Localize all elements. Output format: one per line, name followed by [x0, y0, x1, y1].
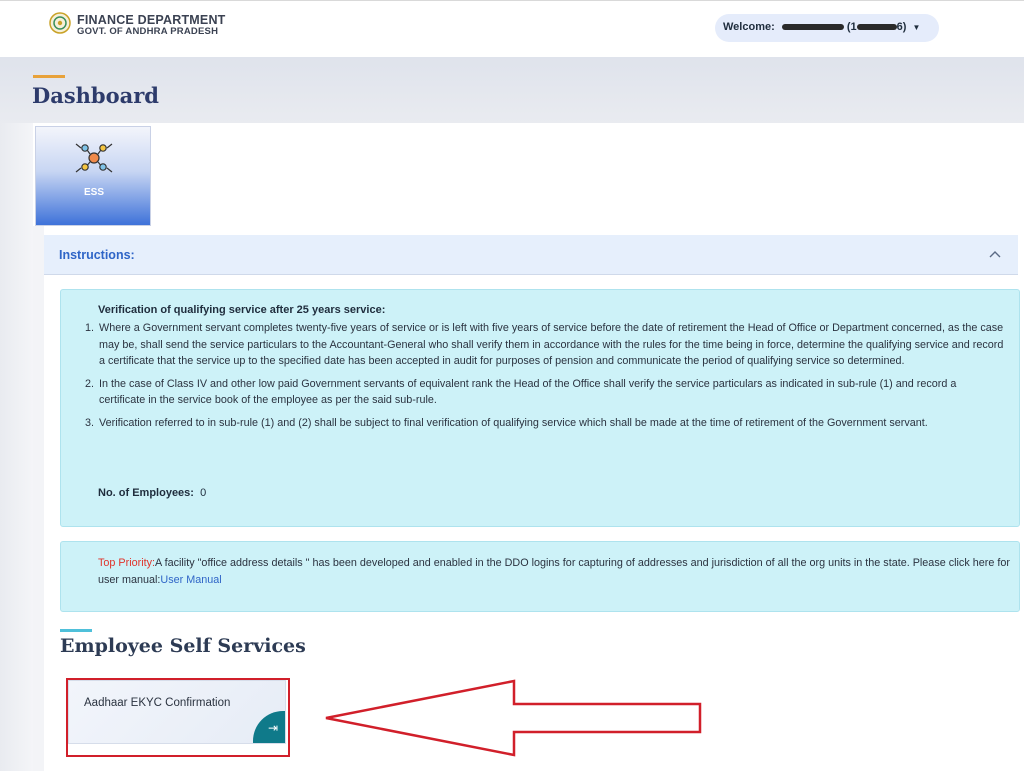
- brand-title: FINANCE DEPARTMENT: [77, 13, 226, 27]
- list-item: [85, 415, 1005, 432]
- title-accent-bar: [33, 75, 65, 78]
- paren-close: 6): [896, 21, 907, 33]
- instructions-accordion-header[interactable]: [44, 235, 1018, 275]
- employee-count: [98, 487, 206, 499]
- instructions-list: [85, 320, 1005, 437]
- employee-count-value: 0: [200, 487, 207, 499]
- brand-subtitle: GOVT. OF ANDHRA PRADESH: [77, 26, 219, 37]
- item-text: In the case of Class IV and other low paid Government servants of equivalent rank the Head of the Office shall verify the service particulars as indicated in sub-rule (1) and record a certificate in the service book of the employee as per the said sub-rule.: [99, 377, 957, 406]
- priority-notice: [60, 541, 1020, 612]
- item-number: 2.: [85, 377, 95, 390]
- user-manual-link[interactable]: User Manual: [160, 574, 222, 586]
- aadhaar-card-label: Aadhaar EKYC Confirmation: [84, 697, 231, 709]
- arrow-right-icon[interactable]: ⇥: [253, 711, 286, 744]
- item-text: Where a Government servant completes twenty-five years of service or is left with five years of service before the date of retirement the Head of Office or Department concerned, as the case may be, shall send the service particulars to the Accountant-General who shall verify them in accordance with the rules for the time being in force, determine the qualifying service and record a certificate that the service up to the specified date has been accepted in audit for purposes of pension and communicate the period of qualifying service so determined.: [99, 322, 1004, 367]
- welcome-label: Welcome:: [723, 21, 775, 33]
- redacted-id: [857, 24, 897, 30]
- employee-count-label: No. of Employees:: [98, 487, 194, 499]
- chevron-up-icon[interactable]: [988, 248, 1002, 260]
- emblem-icon: [49, 12, 71, 34]
- pointer-arrow-annotation: [322, 678, 707, 758]
- user-menu[interactable]: [715, 14, 939, 42]
- aadhaar-ekyc-card[interactable]: [68, 680, 286, 744]
- priority-tag: Top Priority:: [98, 557, 155, 569]
- priority-text: [98, 555, 1010, 589]
- caret-down-icon: ▼: [912, 23, 921, 32]
- page-title: Dashboard: [32, 83, 159, 108]
- people-network-icon: [74, 140, 114, 176]
- list-item: [85, 376, 1005, 409]
- paren-open: (1: [846, 21, 857, 33]
- instructions-title: Instructions:: [59, 248, 135, 262]
- priority-message: A facility "office address details " has been developed and enabled in the DDO logins for capturing of addresses and jurisdiction of all the org units in the state. Please click here for user manual:: [98, 557, 1010, 586]
- list-item: [85, 320, 1005, 370]
- section-accent-bar: [60, 629, 92, 632]
- instructions-heading: Verification of qualifying service after 25 years service:: [98, 304, 386, 316]
- ess-tile-label: ESS: [83, 187, 104, 198]
- instructions-panel: [60, 289, 1020, 527]
- top-header: [0, 0, 1024, 57]
- left-gutter: [0, 123, 33, 771]
- section-title: Employee Self Services: [60, 635, 306, 657]
- item-text: Verification referred to in sub-rule (1) and (2) shall be subject to final verification of qualifying service which shall be made at the time of retirement of the Government servant.: [99, 416, 928, 429]
- redacted-username: [782, 24, 844, 30]
- ess-tile[interactable]: [35, 126, 151, 226]
- left-gutter-inner: [33, 226, 44, 771]
- item-number: 3.: [85, 416, 95, 429]
- item-number: 1.: [85, 322, 95, 334]
